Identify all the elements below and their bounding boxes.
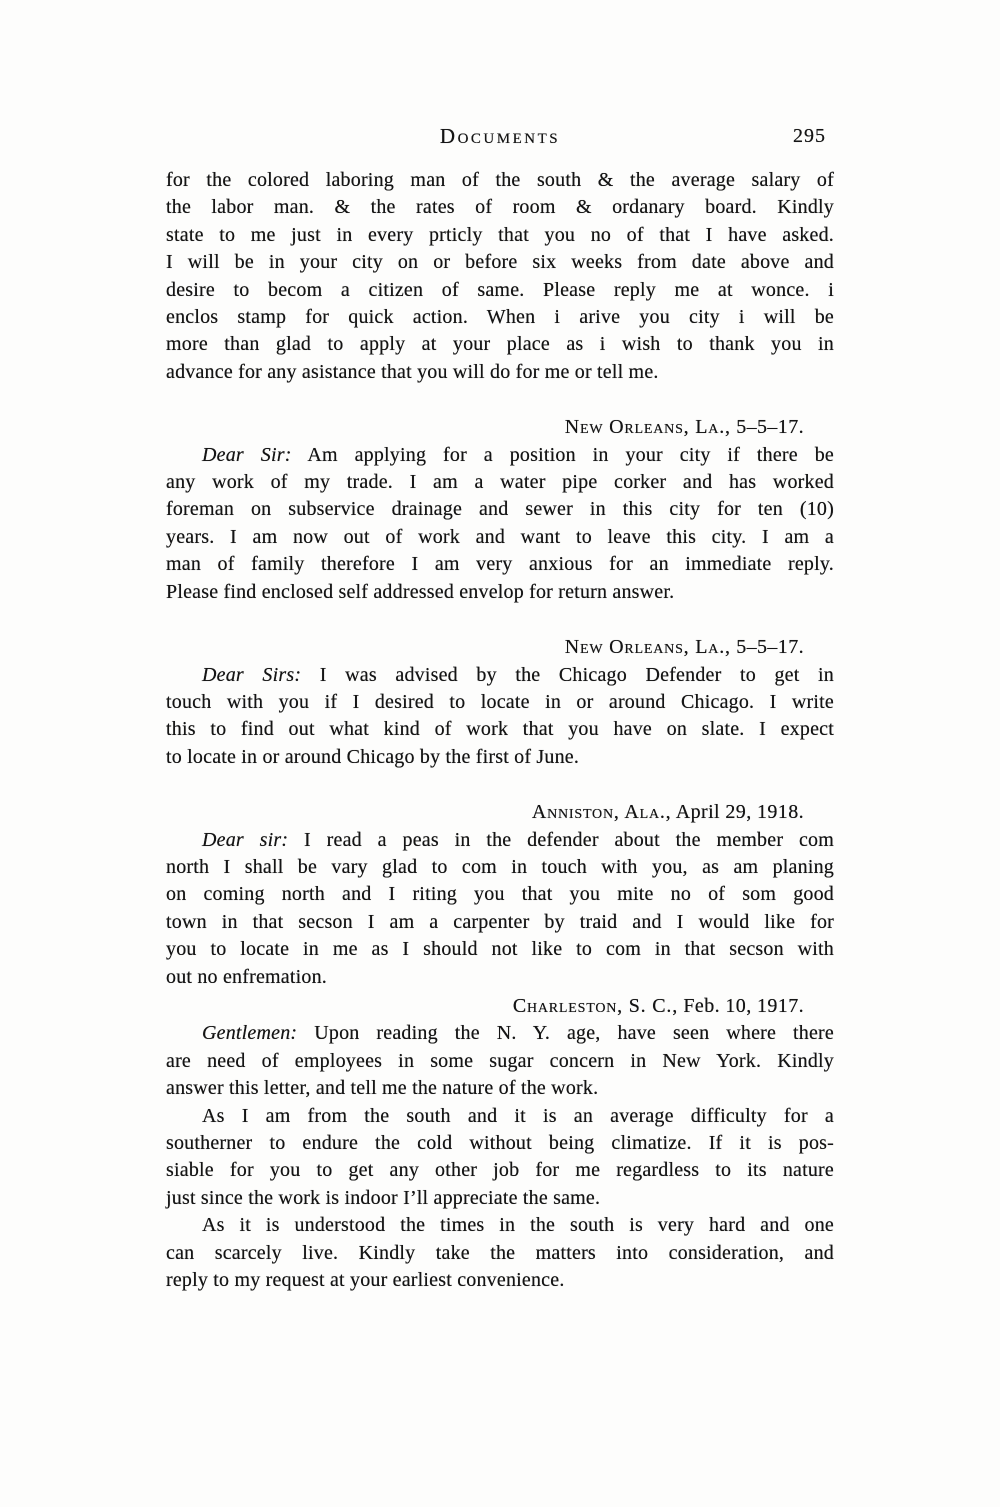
salutation: Dear Sirs:: [202, 663, 302, 686]
text-line: siable for you to get any other job for me regardless to its nature: [166, 1159, 834, 1182]
text-line: state to me just in every prticly that you no of that I have asked.: [166, 223, 834, 246]
text-line: Gentlemen: Upon reading the N. Y. age, have seen where there: [202, 1022, 834, 1045]
text-line: can scarcely live. Kindly take the matters into consideration, and: [166, 1241, 834, 1264]
text-line: southerner to endure the cold without being climatize. If it is pos-: [166, 1132, 834, 1154]
dateline-place: New Orleans, La.,: [564, 416, 731, 439]
text-line: As it is understood the times in the south is very hard and one: [202, 1214, 834, 1237]
dateline-date: April 29, 1918.: [671, 801, 804, 824]
text-line: for the colored laboring man of the south & the average salary of: [166, 169, 834, 191]
text-line: Dear Sirs: I was advised by the Chicago Defender to get in: [202, 663, 834, 686]
salutation: Dear Sir:: [202, 443, 292, 466]
page-number: 295: [793, 125, 826, 147]
text-line: to locate in or around Chicago by the first of June.: [166, 745, 580, 768]
letter-paragraph: [166, 1020, 834, 1102]
text-line: you to locate in me as I should not like to com in that secson with: [166, 938, 834, 961]
text-line: more than glad to apply at your place as i wish to thank you in: [166, 333, 834, 356]
text-line: man of family therefore I am very anxious for an immediate reply.: [166, 553, 834, 576]
text-line: reply to my request at your earliest convenience.: [166, 1269, 565, 1292]
text-line: the labor man. & the rates of room & ordanary board. Kindly: [166, 196, 834, 219]
dateline-date: 5–5–17.: [730, 636, 804, 659]
letter-dateline: [166, 799, 834, 826]
letter-dateline: [166, 993, 834, 1020]
page-header: [166, 124, 834, 150]
letter-paragraph: [166, 1212, 834, 1294]
text-line: answer this letter, and tell me the nature of the work.: [166, 1077, 599, 1100]
letter-paragraph: [166, 167, 834, 386]
salutation: Dear sir:: [202, 828, 289, 851]
dateline-date: 5–5–17.: [730, 416, 804, 439]
letter-paragraph: [166, 442, 834, 606]
running-head: Documents: [439, 124, 561, 148]
dateline-place: New Orleans, La.,: [564, 636, 731, 659]
text-line: north I shall be vary glad to com in touch with you, as am planing: [166, 855, 834, 878]
letter-dateline: [166, 414, 834, 441]
text-line: touch with you if I desired to locate in or around Chicago. I write: [166, 690, 834, 713]
text-line: enclos stamp for quick action. When i arive you city i will be: [166, 306, 834, 329]
text-line: foreman on subservice drainage and sewer in this city for ten (10): [166, 498, 834, 521]
text-line: advance for any asistance that you will do for me or tell me.: [166, 360, 659, 383]
text-line: desire to becom a citizen of same. Please reply me at wonce. i: [166, 278, 834, 301]
text-line: As I am from the south and it is an average difficulty for a: [202, 1104, 834, 1127]
dateline-place: Charleston, S. C.,: [512, 994, 678, 1017]
text-line: out no enfremation.: [166, 965, 327, 988]
document-body: [166, 167, 834, 1294]
letter-paragraph: [166, 662, 834, 772]
text-line: this to find out what kind of work that you have on slate. I expect: [166, 718, 834, 741]
dateline-date: Feb. 10, 1917.: [678, 994, 804, 1017]
text-line: town in that secson I am a carpenter by traid and I would like for: [166, 910, 834, 933]
text-line: just since the work is indoor I’ll appreciate the same.: [166, 1186, 601, 1209]
dateline-place: Anniston, Ala.,: [531, 801, 672, 824]
text-line: Dear Sir: Am applying for a position in your city if there be: [202, 443, 834, 466]
letter-paragraph: [166, 1103, 834, 1213]
text-line: I will be in your city on or before six weeks from date above and: [166, 251, 834, 274]
text-line: years. I am now out of work and want to leave this city. I am a: [166, 525, 834, 548]
letter-dateline: [166, 634, 834, 661]
text-line: any work of my trade. I am a water pipe corker and has worked: [166, 471, 834, 494]
salutation: Gentlemen:: [202, 1022, 298, 1045]
letter-paragraph: [166, 827, 834, 991]
text-line: Please find enclosed self addressed envelop for return answer.: [166, 580, 675, 603]
text-line: are need of employees in some sugar concern in New York. Kindly: [166, 1049, 834, 1072]
text-line: on coming north and I riting you that you mite no of som good: [166, 883, 834, 906]
text-line: Dear sir: I read a peas in the defender about the member com: [202, 828, 834, 851]
